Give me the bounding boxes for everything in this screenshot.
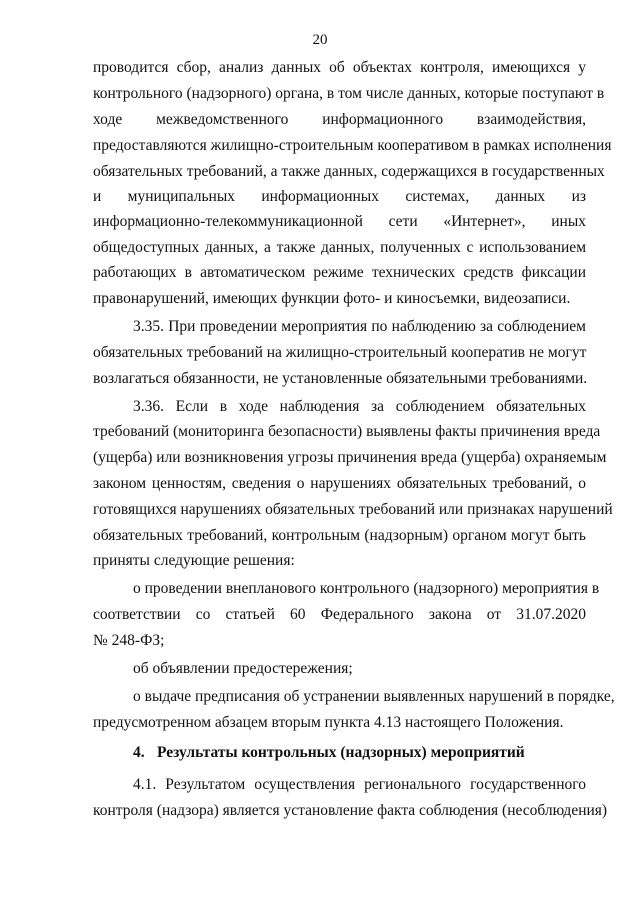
section-number: 4. [133, 744, 145, 761]
text-line: обязательных требований, контрольным (надзорным) органом могут быть [93, 527, 586, 544]
clause-4-1: 4.1. Результатом осуществления регионального государственного [133, 776, 586, 793]
text-line: приняты следующие решения: [93, 552, 295, 569]
clause-3-35: 3.35. При проведении мероприятия по наблюдению за соблюдением [133, 318, 586, 335]
text-line: законом ценностям, сведения о нарушениях обязательных требований, о [93, 475, 586, 492]
text-line: контрольного (надзорного) органа, в том числе данных, которые поступают в [93, 85, 605, 102]
page-number: 20 [312, 32, 328, 48]
text-line: ходе межведомственного информационного взаимодействия, [93, 111, 586, 128]
text-line: обязательных требований на жилищно-строительный кооператив не могут [93, 344, 587, 361]
text-line: № 248-ФЗ; [93, 632, 165, 649]
text-line: возлагаться обязанности, не установленные обязательными требованиями. [93, 370, 588, 387]
decision-item: о выдаче предписания об устранении выявленных нарушений в порядке, [133, 688, 615, 705]
text-line: информационно-телекоммуникационной сети «Интернет», иных [93, 213, 586, 230]
text-line: (ущерба) или возникновения угрозы причинения вреда (ущерба) охраняемым [93, 449, 607, 466]
text-line: общедоступных данных, а также данных, полученных с использованием [93, 239, 586, 256]
decision-item: о проведении внепланового контрольного (надзорного) мероприятия в [133, 580, 600, 597]
text-line: предоставляются жилищно-строительным кооперативом в рамках исполнения [93, 137, 612, 154]
text-line: и муниципальных информационных системах, данных из [93, 188, 586, 205]
text-line: предусмотренном абзацем вторым пункта 4.13 настоящего Положения. [93, 714, 564, 731]
section-heading [133, 743, 586, 763]
text-line: готовящихся нарушениях обязательных требований или признаках нарушений [93, 501, 613, 518]
text-line: правонарушений, имеющих функции фото- и киносъемки, видеозаписи. [93, 290, 571, 307]
clause-3-36: 3.36. Если в ходе наблюдения за соблюдением обязательных [133, 398, 586, 415]
text-line: работающих в автоматическом режиме технических средств фиксации [93, 264, 586, 281]
section-title: Результаты контрольных (надзорных) мероприятий [157, 744, 525, 761]
text-line: соответствии со статьей 60 Федерального закона от 31.07.2020 [93, 606, 586, 623]
text-line: контроля (надзора) является установление факта соблюдения (несоблюдения) [93, 802, 608, 819]
text-line: обязательных требований, а также данных, содержащихся в государственных [93, 163, 605, 180]
text-line: проводится сбор, анализ данных об объектах контроля, имеющихся у [93, 59, 586, 76]
decision-item: об объявлении предостережения; [133, 660, 353, 677]
text-line: требований (мониторинга безопасности) выявлены факты причинения вреда [93, 423, 601, 440]
